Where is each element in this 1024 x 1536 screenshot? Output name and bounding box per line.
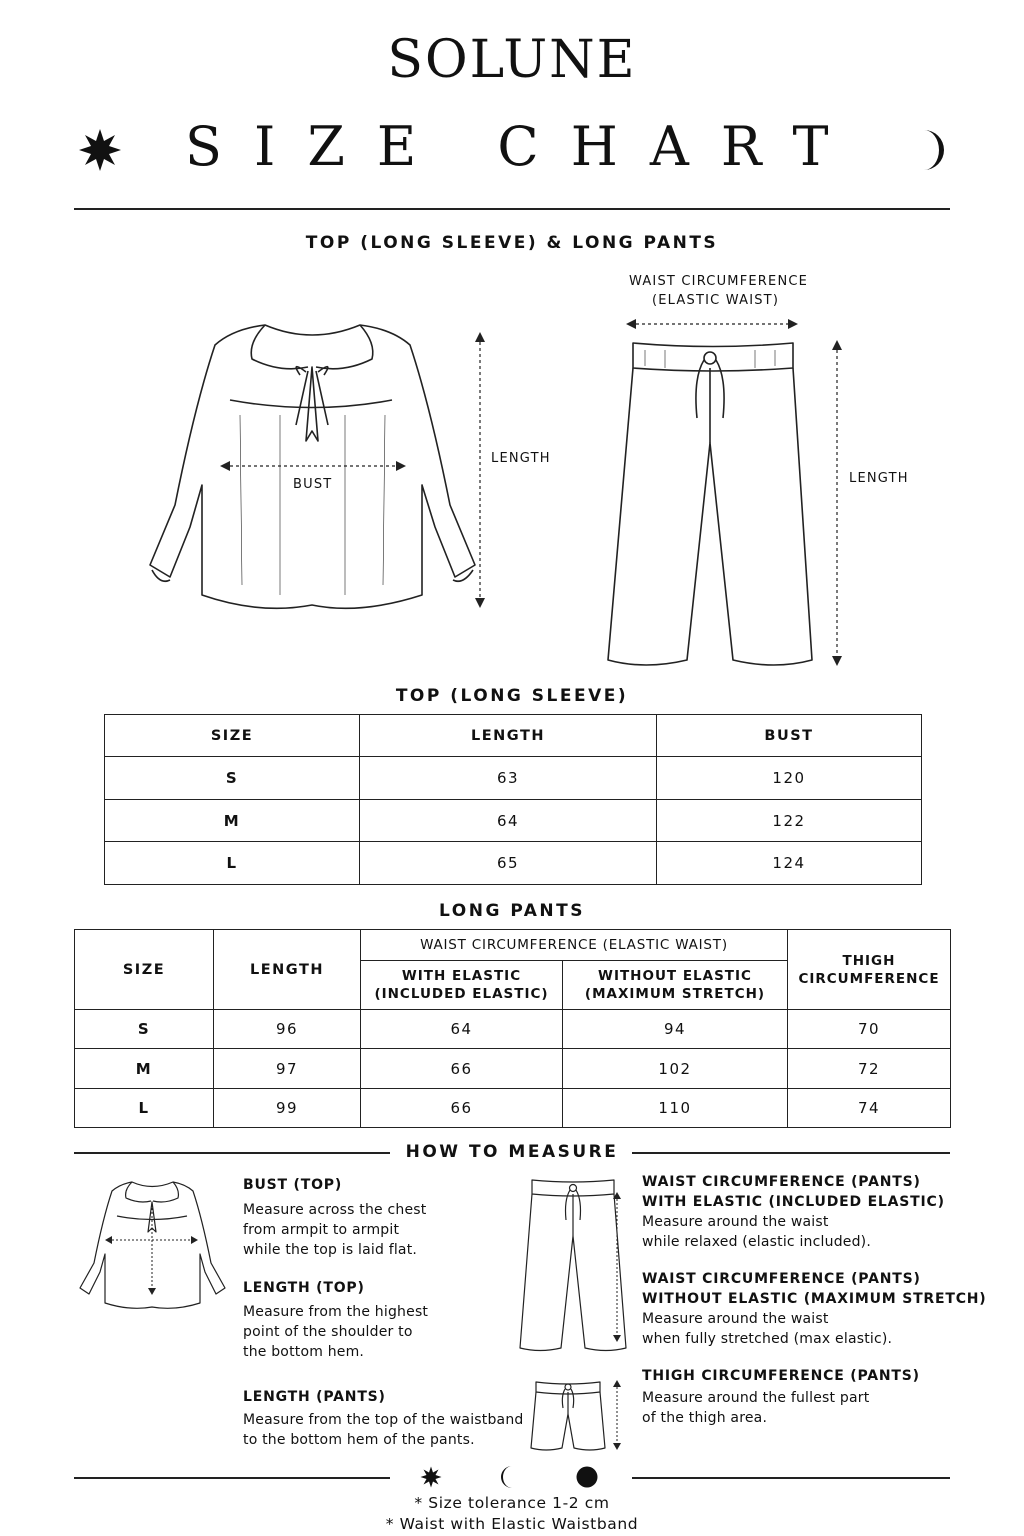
sun-icon xyxy=(420,1466,442,1488)
footnote-waistband: * Waist with Elastic Waistband xyxy=(385,1515,639,1533)
table-row xyxy=(105,842,922,885)
waist-with-text-line: Measure around the waist xyxy=(642,1214,829,1230)
with-elastic-cell: 66 xyxy=(361,1089,563,1128)
without-elastic-line2: (MAXIMUM STRETCH) xyxy=(584,986,766,1002)
small-shorts-length-arrow xyxy=(612,1380,622,1450)
section-title: TOP (LONG SLEEVE) & LONG PANTS xyxy=(305,233,719,253)
size-cell: M xyxy=(105,800,360,842)
bust-top-text xyxy=(243,1200,426,1260)
bust-arrow xyxy=(220,459,406,473)
bust-cell: 120 xyxy=(657,757,922,800)
pants-length-label: LENGTH xyxy=(849,471,909,486)
small-top-diagram xyxy=(75,1178,230,1313)
top-length-arrow xyxy=(473,332,487,608)
footer-divider-left xyxy=(74,1477,390,1479)
pants-waist-label: WAIST CIRCUMFERENCE xyxy=(629,274,809,289)
thigh-cell: 74 xyxy=(788,1089,951,1128)
without-elastic-cell: 94 xyxy=(563,1010,788,1049)
size-cell: L xyxy=(105,842,360,885)
col-header-length: LENGTH xyxy=(214,930,361,1010)
thigh-header-line1: THIGH xyxy=(842,952,896,969)
col-header-without-elastic xyxy=(563,961,788,1010)
bust-text-line: Measure across the chest xyxy=(243,1202,427,1218)
how-to-divider-right xyxy=(632,1152,950,1154)
length-cell: 97 xyxy=(214,1049,361,1089)
without-elastic-cell: 110 xyxy=(563,1089,788,1128)
pants-table-title: LONG PANTS xyxy=(439,901,585,921)
bust-text-line: while the top is laid flat. xyxy=(243,1242,418,1258)
bust-text-line: from armpit to armpit xyxy=(243,1222,400,1238)
with-elastic-cell: 64 xyxy=(361,1010,563,1049)
with-elastic-line2: (INCLUDED ELASTIC) xyxy=(374,986,549,1002)
length-cell: 64 xyxy=(360,800,657,842)
footnote-tolerance: * Size tolerance 1-2 cm xyxy=(414,1494,610,1512)
waist-with-heading-line: WITH ELASTIC (INCLUDED ELASTIC) xyxy=(642,1194,945,1210)
thigh-cell: 72 xyxy=(788,1049,951,1089)
table-row xyxy=(105,800,922,842)
col-header-with-elastic xyxy=(361,961,563,1010)
waist-without-text xyxy=(642,1309,892,1349)
thigh-text xyxy=(642,1388,869,1428)
col-header-thigh xyxy=(788,930,951,1010)
thigh-cell: 70 xyxy=(788,1010,951,1049)
length-cell: 99 xyxy=(214,1089,361,1128)
how-to-title: HOW TO MEASURE xyxy=(405,1142,619,1162)
bust-cell: 122 xyxy=(657,800,922,842)
waist-with-text-line: while relaxed (elastic included). xyxy=(642,1234,871,1250)
top-table-title: TOP (LONG SLEEVE) xyxy=(395,686,629,706)
pants-garment-diagram xyxy=(605,338,820,673)
full-moon-icon xyxy=(576,1466,598,1488)
col-header-length: LENGTH xyxy=(360,715,657,757)
sun-icon xyxy=(78,128,122,172)
length-cell: 65 xyxy=(360,842,657,885)
waist-without-text-line: when fully stretched (max elastic). xyxy=(642,1331,893,1347)
waist-without-text-line: Measure around the waist xyxy=(642,1311,829,1327)
length-pants-text-line: Measure from the top of the waistband xyxy=(243,1412,524,1428)
waist-arrow xyxy=(626,317,798,331)
page-title: SIZE CHART xyxy=(185,115,861,178)
table-row xyxy=(75,1089,951,1128)
size-cell: S xyxy=(105,757,360,800)
length-top-text-line: Measure from the highest xyxy=(243,1304,429,1320)
thigh-text-line: of the thigh area. xyxy=(642,1410,768,1426)
waist-with-heading-line: WAIST CIRCUMFERENCE (PANTS) xyxy=(642,1174,921,1190)
bust-cell: 124 xyxy=(657,842,922,885)
table-row xyxy=(75,1049,951,1089)
pants-length-arrow xyxy=(830,340,844,666)
crescent-moon-icon xyxy=(918,128,948,172)
pants-size-table xyxy=(74,929,951,1128)
header-divider xyxy=(74,208,950,210)
size-cell: L xyxy=(75,1089,214,1128)
length-top-text xyxy=(243,1302,428,1362)
waist-with-text xyxy=(642,1212,871,1252)
top-length-label: LENGTH xyxy=(491,451,551,466)
length-pants-heading: LENGTH (PANTS) xyxy=(243,1389,386,1405)
bust-top-heading: BUST (TOP) xyxy=(243,1177,343,1193)
col-header-size: SIZE xyxy=(105,715,360,757)
thigh-heading: THIGH CIRCUMFERENCE (PANTS) xyxy=(642,1368,920,1384)
length-top-text-line: the bottom hem. xyxy=(243,1344,365,1360)
footer-divider-right xyxy=(632,1477,950,1479)
table-row xyxy=(105,757,922,800)
waist-without-heading-line: WAIST CIRCUMFERENCE (PANTS) xyxy=(642,1271,921,1287)
small-shorts-diagram xyxy=(528,1378,608,1454)
size-cell: M xyxy=(75,1049,214,1089)
col-header-waist: WAIST CIRCUMFERENCE (ELASTIC WAIST) xyxy=(361,930,788,961)
thigh-header-line2: CIRCUMFERENCE xyxy=(798,970,940,987)
with-elastic-cell: 66 xyxy=(361,1049,563,1089)
length-top-text-line: point of the shoulder to xyxy=(243,1324,413,1340)
length-pants-text-line: to the bottom hem of the pants. xyxy=(243,1432,475,1448)
with-elastic-line1: WITH ELASTIC xyxy=(401,968,522,984)
thigh-text-line: Measure around the fullest part xyxy=(642,1390,870,1406)
brand-logo: SOLUNE xyxy=(387,30,637,90)
pants-waist-label-sub: (ELASTIC WAIST) xyxy=(652,293,780,308)
length-top-heading: LENGTH (TOP) xyxy=(243,1280,365,1296)
small-pants-length-arrow xyxy=(612,1192,622,1342)
length-cell: 96 xyxy=(214,1010,361,1049)
col-header-size: SIZE xyxy=(75,930,214,1010)
waist-without-heading xyxy=(642,1269,987,1309)
waist-without-heading-line: WITHOUT ELASTIC (MAXIMUM STRETCH) xyxy=(642,1291,987,1307)
table-row xyxy=(75,1010,951,1049)
col-header-bust: BUST xyxy=(657,715,922,757)
length-cell: 63 xyxy=(360,757,657,800)
size-cell: S xyxy=(75,1010,214,1049)
bust-label: BUST xyxy=(293,477,333,492)
waist-with-heading xyxy=(642,1172,945,1212)
without-elastic-cell: 102 xyxy=(563,1049,788,1089)
without-elastic-line1: WITHOUT ELASTIC xyxy=(598,968,752,984)
crescent-moon-icon xyxy=(497,1465,519,1489)
length-pants-text xyxy=(243,1410,524,1450)
top-size-table xyxy=(104,714,922,885)
